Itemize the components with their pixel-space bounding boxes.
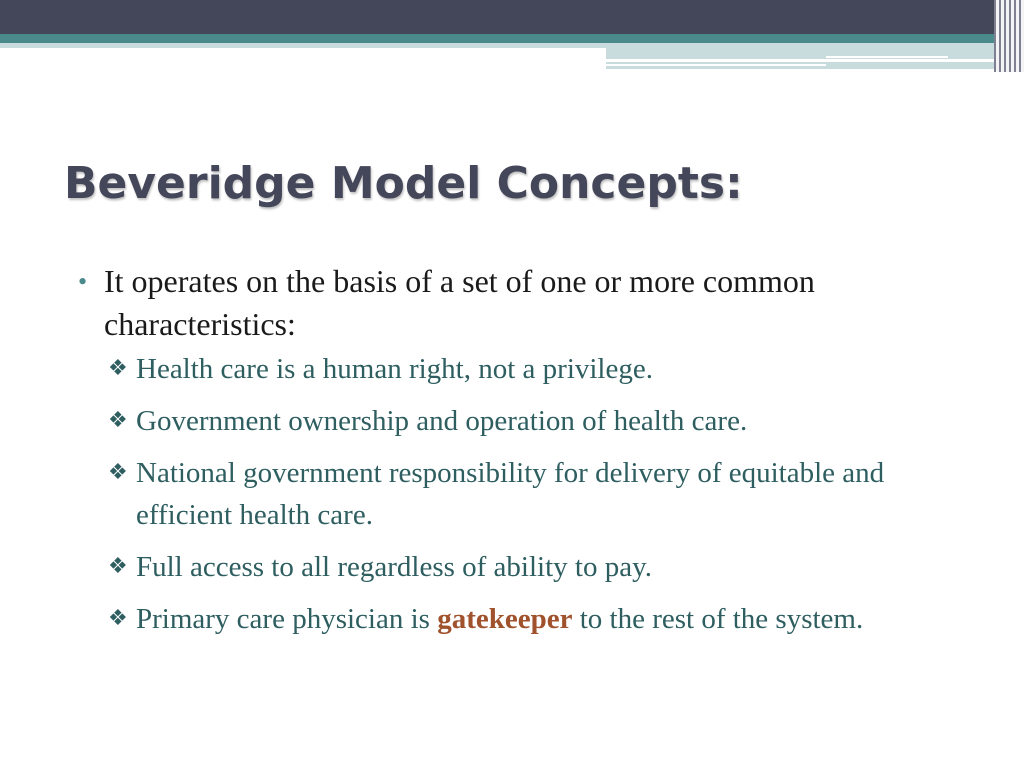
sub-bullet-text: Full access to all regardless of ability to pay. [136, 551, 652, 583]
header-bar-dark [0, 0, 1024, 34]
sub-bullet-item [108, 598, 966, 640]
diamond-bullet-icon: ❖ [108, 356, 128, 381]
bullet-dot-icon: • [78, 267, 88, 296]
sub-bullet-text: Government ownership and operation of health care. [136, 405, 748, 437]
header-accent-bar [606, 48, 1024, 59]
header-accent-line-lower [606, 64, 826, 66]
sub-bullet-list [76, 348, 976, 640]
main-bullet [76, 260, 976, 346]
header-vertical-stripes [994, 0, 1024, 72]
sub-bullet-item [108, 546, 966, 588]
sub-bullet-text-pre: Primary care physician is [136, 603, 438, 635]
diamond-bullet-icon: ❖ [108, 606, 128, 631]
diamond-bullet-icon: ❖ [108, 408, 128, 433]
sub-bullet-text-post: to the rest of the system. [572, 603, 864, 635]
diamond-bullet-icon: ❖ [108, 554, 128, 579]
sub-bullet-item [108, 348, 966, 390]
sub-bullet-text: National government responsibility for delivery of equitable and efficient health care. [136, 457, 885, 531]
sub-bullet-text: Health care is a human right, not a privilege. [136, 353, 653, 385]
slide-title: Beveridge Model Concepts: [64, 158, 743, 209]
header-bar-teal [0, 34, 1024, 43]
sub-bullet-item [108, 452, 966, 536]
header-accent-line [826, 56, 948, 58]
diamond-bullet-icon: ❖ [108, 460, 128, 485]
slide-body [76, 260, 976, 650]
sub-bullet-item [108, 400, 966, 442]
main-bullet-text: It operates on the basis of a set of one or more common characteristics: [104, 263, 815, 342]
gatekeeper-highlight: gatekeeper [437, 603, 573, 635]
